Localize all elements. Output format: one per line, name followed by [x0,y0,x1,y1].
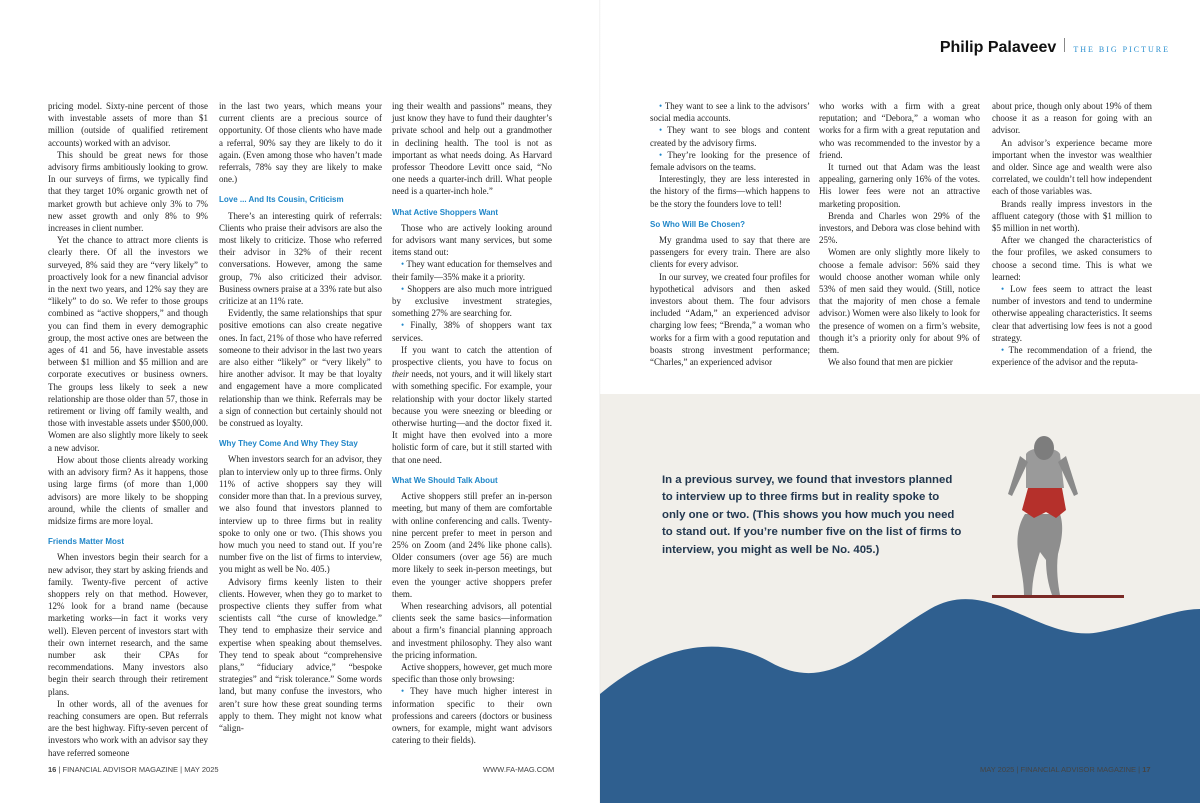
paragraph: When investors search for an advisor, they plan to interview only up to three firms. Only 11% of active shoppers say they will consider more than that. In a previous survey, we also found that investors planned to interview up to three firms but in reality spoke to only one or two. (This shows you how much you need to stand out. If you’re number five on the list of firms to interview, you might as well be No. 405.) [219,454,382,575]
paragraph: After we changed the characteristics of the four profiles, we asked consumers to choose a second time. This is what we learned: [992,235,1152,282]
subheading: Friends Matter Most [48,537,125,547]
bullet-text: They want to see blogs and content created by the advisory firms. [650,125,810,148]
swimmer-icon [1008,436,1078,595]
paragraph: Women are only slightly more likely to choose a female advisor: 56% said they would choose another woman while only 53% of men said they would. (Still, notice that the majority of men chose a female advisor.) Women were also likely to look for the presence of women on a firm’s website, though it’s a priority only for about 9% of them. [819,247,980,356]
paragraph: There’s an interesting quirk of referrals: Clients who praise their advisors are also the most likely to criticize. Those who referred their advisor in 32% of their recent conversations. However, among the same group, 7% also criticized their advisor. Business owners praise at a 33% rate but also criticize at an 11% rate. [219,210,382,307]
paragraph: in the last two years, which means your current clients are a precious source of opportunity. Of those clients who have made a referral, 90% say they are likely to do it again. (Even among those who haven’t made referrals, 78% say they are likely to make one.) [219,101,382,185]
bullet-icon: • [1001,284,1005,295]
bullet-item [392,283,552,320]
footer-separator: | [180,765,185,774]
paragraph: Active shoppers, however, get much more specific than those only browsing: [392,661,552,685]
issue-date: MAY 2025 [980,765,1015,774]
bullet-icon: • [401,686,405,697]
footer-separator: | [1016,765,1021,774]
illustration-panel [600,394,1200,803]
footer-separator: | [58,765,63,774]
page-number: 16 [48,765,57,774]
bullet-icon: • [659,125,663,136]
paragraph: It turned out that Adam was the least appealing, garnering only 16% of the votes. His lower fees were not an attractive marketing proposition. [819,162,980,209]
footer-left [48,765,219,774]
bullet-text: They have much higher interest in information specific to their own professions and careers (doctors or business owners, for example, might want advisors catering to their fields). [392,686,552,746]
bullet-item [392,685,552,746]
paragraph: In our survey, we created four profiles for hypothetical advisors and then asked investors about them. The four advisors included “Adam,” an experienced advisor charging low fees; “Brenda,” a woman who works for a firm with a good reputation and boasts strong investment performance; “Charles,” an experienced advisor [650,271,810,368]
paragraph: Those who are actively looking around for advisors want many services, but some items stand out: [392,222,552,258]
bullet-icon: • [401,320,405,331]
issue-date: MAY 2025 [184,765,219,774]
paragraph: This should be great news for those advisory firms ambitiously looking to grow. In our surveys of firms, we typically find that they target 10% organic growth net of market growth but achieve only 3% to 7% new asset growth and only 8% to 9% increases in client number. [48,149,208,234]
text-run: needs, not yours, and it will likely start with something specific. For example, your relationship with your doctor likely started because you were sneezing or bleeding or otherwise hurting—and the doctor fixed it. It might have then evolved into a more holistic form of care, but it still started with that one need. [392,369,552,465]
emphasis: their [392,369,409,380]
paragraph: When researching advisors, all potential clients seek the same basics—information about a firm’s financial planning approach and investment philosophy. They also want the pricing information. [392,600,552,660]
bullet-icon: • [401,259,405,270]
paragraph: ing their wealth and passions” means, they just know they have to fund their daughter’s private school and help out a grandmother in declining health. The tool is not as important as what needs doing. As Harvard professor Theodore Levitt once said, “No one needs a quarter-inch drill. What people need is a quarter-inch hole.” [392,101,552,197]
bullet-icon: • [659,101,663,111]
footer-right [980,765,1151,774]
publication-name: FINANCIAL ADVISOR MAGAZINE [1020,765,1137,774]
column-5 [819,100,980,368]
bullet-item [650,149,810,173]
section-title: THE BIG PICTURE [1073,45,1170,54]
paragraph: Interestingly, they are less interested in the history of the firms—which happens to be the story the founders love to tell! [650,174,810,209]
column-1 [48,100,208,759]
subheading: So Who Will Be Chosen? [650,219,746,229]
starting-block [992,595,1124,598]
bullet-item [650,100,810,124]
bullet-item [650,124,810,148]
bullet-item [992,344,1152,368]
bullet-item [392,319,552,343]
page-header [940,38,1170,57]
bullet-text: Low fees seem to attract the least number of investors and tend to undermine otherwise appealing characteristics. It seems clear that advertising low fees is not a good strategy. [992,284,1153,343]
paragraph: Brenda and Charles won 29% of the investors, and Debora was close behind with 25%. [819,210,980,246]
bullet-icon: • [401,283,405,294]
paragraph: Active shoppers still prefer an in-person meeting, but many of them are comfortable with online conferencing and calls. Twenty-nine percent prefer to meet in person and 25% on Zoom (and 24% like phone calls). Older consumers (over age 56) are much more likely to seek in-person meetings, but even the younger active shoppers prefer them. [392,491,552,599]
spread-gutter [599,0,601,803]
bullet-item [392,258,552,282]
bullet-text: The recommendation of a friend, the experience of the advisor and the reputa- [992,345,1152,368]
bullet-text: They’re looking for the presence of female advisors on the teams. [650,149,810,173]
subheading: Why They Come And Why They Stay [219,439,358,449]
right-page [600,0,1200,803]
subheading: Love ... And Its Cousin, Criticism [219,195,344,205]
paragraph: When investors begin their search for a new advisor, they start by asking friends and family. Twenty-five percent of active shoppers rely on that method. However, 12% look for a brand name (because marketing works—in fact it works very well). Eleven percent of investors start with their own internet research, and the same number ask their CPAs for recommendations. Many investors also begin their search through their retirement plans. [48,552,208,697]
paragraph: In other words, all of the avenues for reaching consumers are open. But referrals are the best highway. Fifty-seven percent of investors who work with an advisor say they have referred someone [48,698,208,758]
paragraph: Brands really impress investors in the affluent category (those with $1 million to $5 million in net worth). [992,198,1152,234]
swimmer-illustration [600,394,1200,803]
column-3 [392,100,552,746]
bullet-icon: • [1001,345,1005,356]
publication-name: FINANCIAL ADVISOR MAGAZINE [62,765,179,774]
paragraph: who works with a firm with a great reputation; and “Debora,” a woman who works for a firm with a great reputation and who was recommended to the investor by a friend. [819,101,980,160]
author-name: Philip Palaveev [939,39,1057,56]
footer-url: WWW.FA-MAG.COM [483,765,555,774]
header-divider [1064,38,1065,52]
bullet-text: They want education for themselves and their family—35% make it a priority. [392,259,552,282]
text-run: If you want to catch the attention of prospective clients, you have to focus on [392,344,552,368]
column-6 [992,100,1152,368]
column-2 [219,100,382,734]
paragraph: My grandma used to say that there are passengers for every train. There are also clients for every advisor. [650,235,810,270]
paragraph: Advisory firms keenly listen to their clients. However, when they go to market to prospective clients they suffer from what scientists call “the curse of knowledge.” They tend to emphasize their service and expertise when speaking about themselves. They tend to speak about “comprehensive plans,” “fiduciary advice,” “bespoke strategies” and “risk tolerance.” Some words land, but many confuse the investors, who aren’t sure how these great sounding terms apply to them. They might not know what “align- [219,576,382,733]
pull-quote: In a previous survey, we found that investors planned to interview up to three firms but in reality spoke to only one or two. (This shows you how much you need to stand out. If you’re number five on the list of firms to interview, you might as well be No. 405.) [662,474,962,556]
bullet-text: Shoppers are also much more intrigued by exclusive investment strategies, something 27% are searching for. [392,283,553,319]
bullet-text: They want to see a link to the advisors’ social media accounts. [650,101,811,124]
subheading: What Active Shoppers Want [392,207,499,217]
footer-separator: | [1138,765,1143,774]
subheading: What We Should Talk About [392,475,498,485]
bullet-item [992,283,1152,344]
paragraph: Evidently, the same relationships that spur positive emotions can also create negative ones. In fact, 21% of those who have referred someone to their advisor in the last two years are also either “likely” or “very likely” to hire another advisor. It may be that loyalty and engagement have a more complicated relationship than we think. Referrals may be a sign of connection but certainly should not be construed as loyalty. [219,308,382,429]
bullet-icon: • [659,149,663,160]
paragraph: about price, though only about 19% of them choose it as a reason for going with an advisor. [992,101,1152,136]
paragraph: pricing model. Sixty-nine percent of those with investable assets of more than $1 million (outside of qualified retirement accounts) worked with an advisor. [48,101,208,148]
paragraph: Yet the chance to attract more clients is clearly there. Of all the investors we surveyed, 8% said they are “very likely” to proactively look for a new financial advisor in the next two years, and 12% say they are “likely” to do so. We refer to those groups combined as “active shoppers,” and though you can find them in every demographic group, the most active ones are between the ages of 41 and 56, have investable assets between $1 million and $5 million and are corporate executives or business owners. The groups less likely to seek a new relationship are those older than 57, those in retirement or living off family wealth, and those with investable assets under $500,000. Women are also slightly more likely to seek a new advisor. [48,235,208,453]
column-4 [650,100,810,368]
page-number: 17 [1142,765,1151,774]
paragraph: An advisor’s experience became more important when the investor was wealthier and older. Since age and wealth were also correlated, we couldn’t tell how independent each of those variables was. [992,137,1152,197]
paragraph: We also found that men are pickier [828,357,953,368]
paragraph [392,344,552,466]
bullet-text: Finally, 38% of shoppers want tax services. [392,320,553,343]
paragraph: How about those clients already working with an advisory firm? As it happens, those using large firms (of more than 1,000 advisors) are more likely to be shopping around, while the clients of smaller and midsize firms are more loyal. [48,454,208,526]
